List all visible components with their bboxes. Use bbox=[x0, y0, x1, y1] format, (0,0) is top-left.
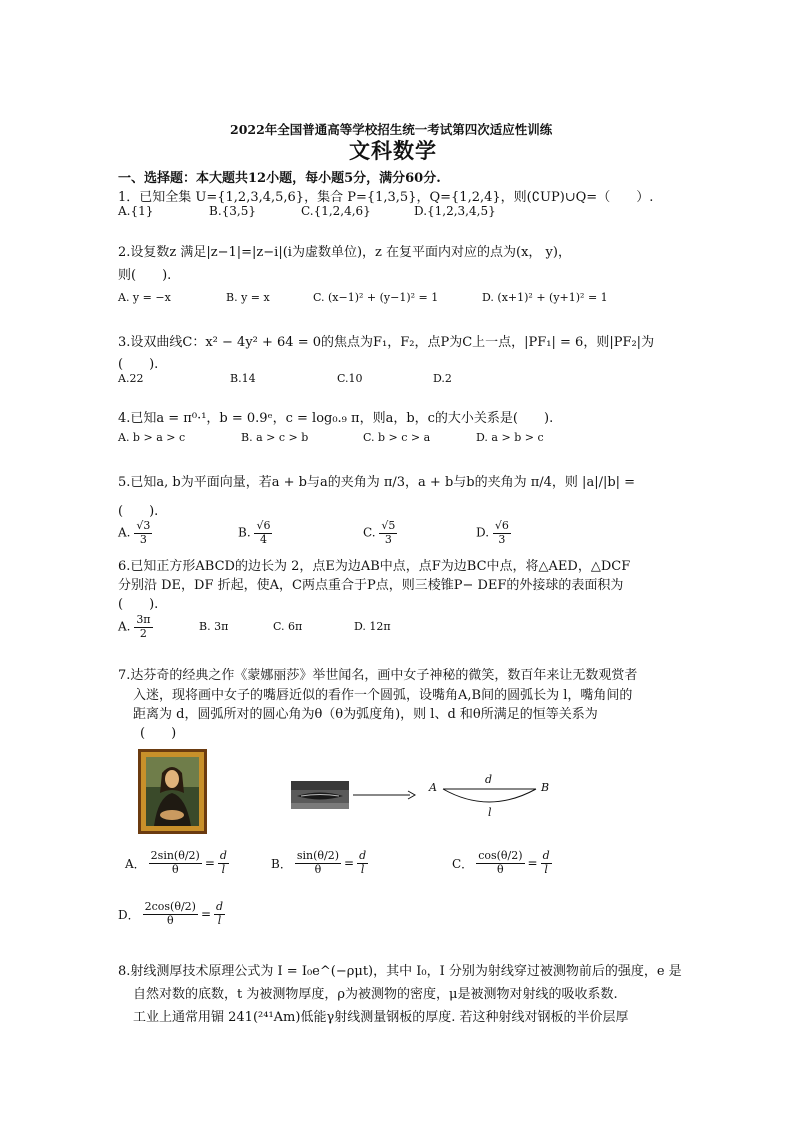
q7-option-d: D． $\frac{2\cos(\theta/2)}{\theta}$ = $\frac{d}{l}$ bbox=[118, 900, 224, 927]
q3-option-c: C.10 bbox=[337, 372, 363, 385]
mona-lisa-painting-image bbox=[138, 749, 207, 834]
q6-option-b: B. 3π bbox=[199, 620, 229, 633]
q5-stem: 5.已知a, b为平面向量，若a + b与a的夹角为 π/3，a + b与b的夹角为 π/4，则 |a|/|b| = bbox=[118, 475, 636, 490]
q8-line3: 工业上通常用镅 241(²⁴¹Am)低能γ射线测量钢板的厚度. 若这种射线对钢板的半价层厚 bbox=[133, 1010, 629, 1025]
q1-option-a: A.{1} bbox=[118, 204, 154, 218]
exam-title: 2022年全国普通高等学校招生统一考试第四次适应性训练 bbox=[230, 122, 553, 137]
q6-line1: 6.已知正方形ABCD的边长为 2，点E为边AB中点，点F为边BC中点，将△AED，△DCF bbox=[118, 559, 631, 574]
q4-option-a: A. b > a > c bbox=[118, 431, 186, 444]
q3-line2: ( ). bbox=[118, 357, 159, 372]
q4-stem: 4.已知a = π⁰·¹，b = 0.9ᵉ，c = log₀.₉ π，则a，b，c的大小关系是( ). bbox=[118, 411, 554, 426]
chord-d-label: d bbox=[485, 773, 493, 786]
q7-option-c: C． $\frac{\cos(\theta/2)}{\theta}$ = $\frac{d}{l}$ bbox=[452, 849, 550, 876]
q3-option-a: A.22 bbox=[118, 372, 144, 385]
q7-line4: ( ) bbox=[140, 726, 177, 741]
arrow-right-icon bbox=[352, 789, 416, 801]
q2-option-b: B. y = x bbox=[226, 291, 270, 304]
subject-title: 文科数学 bbox=[349, 138, 437, 163]
q5-option-d: D. $\frac{√6}{3}$ bbox=[476, 519, 509, 546]
q2-option-a: A. y = −x bbox=[118, 291, 171, 304]
q3-line1: 3.设双曲线C：x² − 4y² + 64 = 0的焦点为F₁，F₂，点P为C上一点，|PF₁| = 6，则|PF₂|为 bbox=[118, 335, 655, 350]
q5-option-c: C. $\frac{√5}{3}$ bbox=[363, 519, 396, 546]
q2-option-c: C. (x−1)² + (y−1)² = 1 bbox=[313, 291, 439, 304]
q7-line2: 入迷，现将画中女子的嘴唇近似的看作一个圆弧，设嘴角A,B间的圆弧长为 l，嘴角间的 bbox=[133, 688, 633, 703]
q6-line3: ( ). bbox=[118, 597, 159, 612]
q1-option-c: C.{1,2,4,6} bbox=[301, 204, 371, 218]
q5-option-a: A. $\frac{√3}{3}$ bbox=[118, 519, 151, 546]
q5-line2: ( ). bbox=[118, 504, 159, 519]
q3-option-d: D.2 bbox=[433, 372, 452, 385]
q5-option-b: B. $\frac{√6}{4}$ bbox=[238, 519, 271, 546]
q1-option-b: B.{3,5} bbox=[209, 204, 256, 218]
q8-line1: 8.射线测厚技术原理公式为 I = I₀e^(−ρμt)，其中 I₀，I 分别为射线穿过被测物前后的强度，e 是 bbox=[118, 964, 682, 979]
q3-option-b: B.14 bbox=[230, 372, 256, 385]
q4-option-d: D. a > b > c bbox=[476, 431, 544, 444]
q6-option-c: C. 6π bbox=[273, 620, 303, 633]
q6-option-a: A. $\frac{3\pi}{2}$ bbox=[118, 613, 151, 640]
q2-line2: 则( ). bbox=[118, 268, 172, 283]
q6-option-d: D. 12π bbox=[354, 620, 391, 633]
section-heading: 一、选择题：本大题共12小题，每小题5分，满分60分. bbox=[118, 171, 441, 186]
arc-l-label: l bbox=[488, 806, 492, 819]
q4-option-b: B. a > c > b bbox=[241, 431, 309, 444]
lips-crop-image bbox=[291, 781, 349, 809]
q7-option-b: B． $\frac{\sin(\theta/2)}{\theta}$ = $\frac{d}{l}$ bbox=[271, 849, 367, 876]
q8-line2: 自然对数的底数，t 为被测物厚度，ρ为被测物的密度，μ是被测物对射线的吸收系数. bbox=[133, 987, 618, 1002]
q1-option-d: D.{1,2,3,4,5} bbox=[414, 204, 496, 218]
q1-stem: 1．已知全集 U={1,2,3,4,5,6}，集合 P={1,3,5}，Q={1,2,4}，则(∁UP)∪Q=（ ）. bbox=[118, 190, 654, 205]
q6-line2: 分别沿 DE，DF 折起，使A，C两点重合于P点，则三棱锥P− DEF的外接球的表面积为 bbox=[118, 578, 624, 593]
q2-option-d: D. (x+1)² + (y+1)² = 1 bbox=[482, 291, 608, 304]
point-b-label: B bbox=[541, 781, 550, 794]
q7-option-a: A． $\frac{2\sin(\theta/2)}{\theta}$ = $\frac{d}{l}$ bbox=[125, 849, 227, 876]
q4-option-c: C. b > c > a bbox=[363, 431, 431, 444]
q7-line1: 7.达芬奇的经典之作《蒙娜丽莎》举世闻名，画中女子神秘的微笑，数百年来让无数观赏者 bbox=[118, 668, 638, 683]
point-a-label: A bbox=[429, 781, 437, 794]
q2-line1: 2.设复数z 满足|z−1|=|z−i|(i为虚数单位)，z 在复平面内对应的点为(x， y)， bbox=[118, 245, 571, 260]
q7-line3: 距离为 d，圆弧所对的圆心角为θ（θ为弧度角)，则 l、d 和θ所满足的恒等关系为 bbox=[133, 707, 598, 722]
